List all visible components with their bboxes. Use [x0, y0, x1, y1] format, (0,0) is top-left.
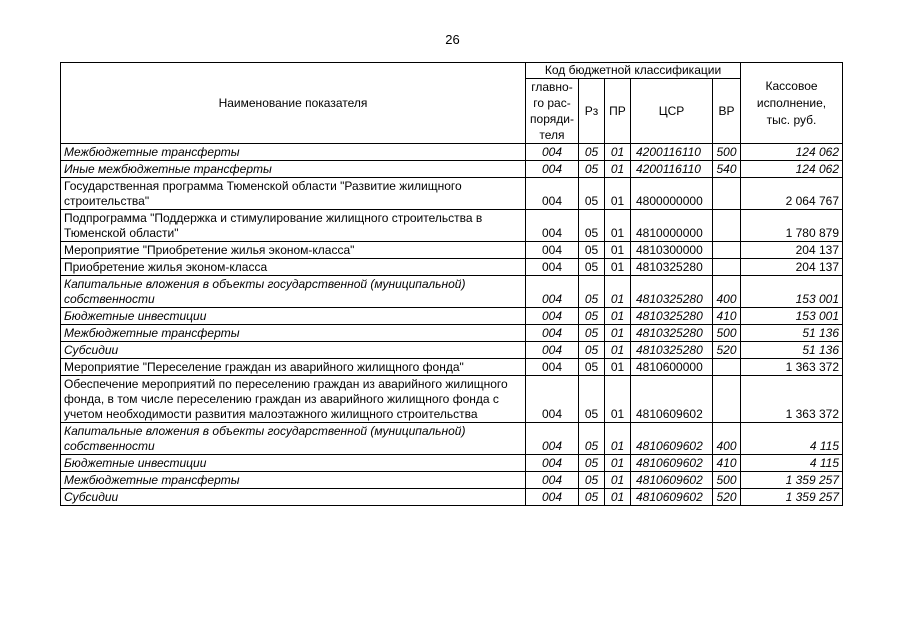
- row-name: Межбюджетные трансферты: [61, 472, 526, 489]
- row-vr-code: [713, 210, 741, 242]
- row-amount: 4 115: [741, 455, 843, 472]
- row-csr-code: 4800000000: [631, 178, 713, 210]
- header-vr: ВР: [713, 79, 741, 144]
- row-amount: 1 363 372: [741, 376, 843, 423]
- table-row: [61, 161, 843, 178]
- row-glavny-code: 004: [526, 423, 579, 455]
- row-name: Государственная программа Тюменской области "Развитие жилищного строительства": [61, 178, 526, 210]
- row-rz-code: 05: [579, 342, 605, 359]
- header-glavny: главно-го рас-поряди-теля: [526, 79, 579, 144]
- row-csr-code: 4810609602: [631, 455, 713, 472]
- row-vr-code: 520: [713, 342, 741, 359]
- row-name: Приобретение жилья эконом-класса: [61, 259, 526, 276]
- row-glavny-code: 004: [526, 359, 579, 376]
- row-pr-code: 01: [605, 161, 631, 178]
- row-name: Субсидии: [61, 342, 526, 359]
- page-number: 26: [445, 32, 460, 47]
- row-name: Мероприятие "Приобретение жилья эконом-класса": [61, 242, 526, 259]
- row-pr-code: 01: [605, 242, 631, 259]
- row-csr-code: 4810609602: [631, 472, 713, 489]
- row-name: Капитальные вложения в объекты государственной (муниципальной) собственности: [61, 276, 526, 308]
- row-glavny-code: 004: [526, 376, 579, 423]
- row-name: Бюджетные инвестиции: [61, 308, 526, 325]
- row-csr-code: 4810000000: [631, 210, 713, 242]
- table-row: [61, 376, 843, 423]
- row-csr-code: 4810325280: [631, 325, 713, 342]
- row-vr-code: [713, 359, 741, 376]
- row-csr-code: 4810600000: [631, 359, 713, 376]
- row-amount: 1 359 257: [741, 472, 843, 489]
- row-name: Межбюджетные трансферты: [61, 325, 526, 342]
- row-rz-code: 05: [579, 161, 605, 178]
- row-rz-code: 05: [579, 359, 605, 376]
- row-rz-code: 05: [579, 178, 605, 210]
- row-vr-code: 540: [713, 161, 741, 178]
- row-pr-code: 01: [605, 276, 631, 308]
- row-name: Капитальные вложения в объекты государственной (муниципальной) собственности: [61, 423, 526, 455]
- row-amount: 1 780 879: [741, 210, 843, 242]
- row-amount: 51 136: [741, 342, 843, 359]
- row-csr-code: 4810325280: [631, 342, 713, 359]
- row-name: Бюджетные инвестиции: [61, 455, 526, 472]
- row-vr-code: 520: [713, 489, 741, 506]
- header-rz: Рз: [579, 79, 605, 144]
- row-glavny-code: 004: [526, 144, 579, 161]
- header-code-group: Код бюджетной классификации: [526, 63, 741, 79]
- row-amount: 153 001: [741, 308, 843, 325]
- row-pr-code: 01: [605, 325, 631, 342]
- row-csr-code: 4810325280: [631, 308, 713, 325]
- row-glavny-code: 004: [526, 242, 579, 259]
- table-row: [61, 210, 843, 242]
- table-row: [61, 144, 843, 161]
- table-row: [61, 359, 843, 376]
- row-pr-code: 01: [605, 308, 631, 325]
- row-rz-code: 05: [579, 242, 605, 259]
- row-vr-code: 400: [713, 276, 741, 308]
- row-rz-code: 05: [579, 455, 605, 472]
- row-vr-code: [713, 178, 741, 210]
- row-vr-code: [713, 259, 741, 276]
- row-glavny-code: 004: [526, 210, 579, 242]
- row-rz-code: 05: [579, 259, 605, 276]
- row-glavny-code: 004: [526, 276, 579, 308]
- table-row: [61, 325, 843, 342]
- row-vr-code: 500: [713, 325, 741, 342]
- table-row: [61, 472, 843, 489]
- row-csr-code: 4200116110: [631, 144, 713, 161]
- table-row: [61, 276, 843, 308]
- row-rz-code: 05: [579, 276, 605, 308]
- row-pr-code: 01: [605, 376, 631, 423]
- header-name: Наименование показателя: [61, 63, 526, 144]
- row-vr-code: 500: [713, 144, 741, 161]
- row-glavny-code: 004: [526, 489, 579, 506]
- row-pr-code: 01: [605, 144, 631, 161]
- row-pr-code: 01: [605, 342, 631, 359]
- row-vr-code: 410: [713, 455, 741, 472]
- row-rz-code: 05: [579, 489, 605, 506]
- row-pr-code: 01: [605, 210, 631, 242]
- row-csr-code: 4810609602: [631, 489, 713, 506]
- row-amount: 153 001: [741, 276, 843, 308]
- table-row: [61, 178, 843, 210]
- table-row: [61, 242, 843, 259]
- header-amount: Кассовое исполнение, тыс. руб.: [741, 63, 843, 144]
- row-glavny-code: 004: [526, 342, 579, 359]
- table-row: [61, 423, 843, 455]
- row-vr-code: 410: [713, 308, 741, 325]
- row-amount: 124 062: [741, 144, 843, 161]
- row-rz-code: 05: [579, 308, 605, 325]
- row-pr-code: 01: [605, 178, 631, 210]
- row-glavny-code: 004: [526, 325, 579, 342]
- table-row: [61, 308, 843, 325]
- row-glavny-code: 004: [526, 308, 579, 325]
- row-pr-code: 01: [605, 455, 631, 472]
- row-glavny-code: 004: [526, 161, 579, 178]
- table-row: [61, 455, 843, 472]
- row-amount: 4 115: [741, 423, 843, 455]
- row-rz-code: 05: [579, 210, 605, 242]
- row-rz-code: 05: [579, 144, 605, 161]
- row-rz-code: 05: [579, 423, 605, 455]
- row-pr-code: 01: [605, 472, 631, 489]
- row-pr-code: 01: [605, 423, 631, 455]
- row-csr-code: 4810300000: [631, 242, 713, 259]
- row-csr-code: 4200116110: [631, 161, 713, 178]
- row-amount: 1 363 372: [741, 359, 843, 376]
- row-name: Иные межбюджетные трансферты: [61, 161, 526, 178]
- row-glavny-code: 004: [526, 178, 579, 210]
- row-csr-code: 4810609602: [631, 376, 713, 423]
- row-name: Обеспечение мероприятий по переселению граждан из аварийного жилищного фонда, в том числе переселению граждан из аварийного жилищного фонда с учетом необходимости развития малоэтажного жилищного строительства: [61, 376, 526, 423]
- row-glavny-code: 004: [526, 472, 579, 489]
- row-csr-code: 4810609602: [631, 423, 713, 455]
- header-pr: ПР: [605, 79, 631, 144]
- row-amount: 1 359 257: [741, 489, 843, 506]
- row-csr-code: 4810325280: [631, 276, 713, 308]
- row-amount: 204 137: [741, 259, 843, 276]
- row-glavny-code: 004: [526, 259, 579, 276]
- row-vr-code: 500: [713, 472, 741, 489]
- row-pr-code: 01: [605, 489, 631, 506]
- row-rz-code: 05: [579, 376, 605, 423]
- row-rz-code: 05: [579, 472, 605, 489]
- budget-table-body: [61, 144, 843, 506]
- row-amount: 204 137: [741, 242, 843, 259]
- row-rz-code: 05: [579, 325, 605, 342]
- row-name: Мероприятие "Переселение граждан из аварийного жилищного фонда": [61, 359, 526, 376]
- row-amount: 51 136: [741, 325, 843, 342]
- row-name: Межбюджетные трансферты: [61, 144, 526, 161]
- row-name: Подпрограмма "Поддержка и стимулирование жилищного строительства в Тюменской области": [61, 210, 526, 242]
- row-amount: 124 062: [741, 161, 843, 178]
- row-pr-code: 01: [605, 259, 631, 276]
- row-name: Субсидии: [61, 489, 526, 506]
- row-vr-code: 400: [713, 423, 741, 455]
- table-row: [61, 489, 843, 506]
- budget-table: [60, 62, 843, 506]
- row-csr-code: 4810325280: [631, 259, 713, 276]
- row-vr-code: [713, 376, 741, 423]
- row-amount: 2 064 767: [741, 178, 843, 210]
- header-csr: ЦСР: [631, 79, 713, 144]
- table-row: [61, 342, 843, 359]
- table-row: [61, 259, 843, 276]
- row-glavny-code: 004: [526, 455, 579, 472]
- row-pr-code: 01: [605, 359, 631, 376]
- row-vr-code: [713, 242, 741, 259]
